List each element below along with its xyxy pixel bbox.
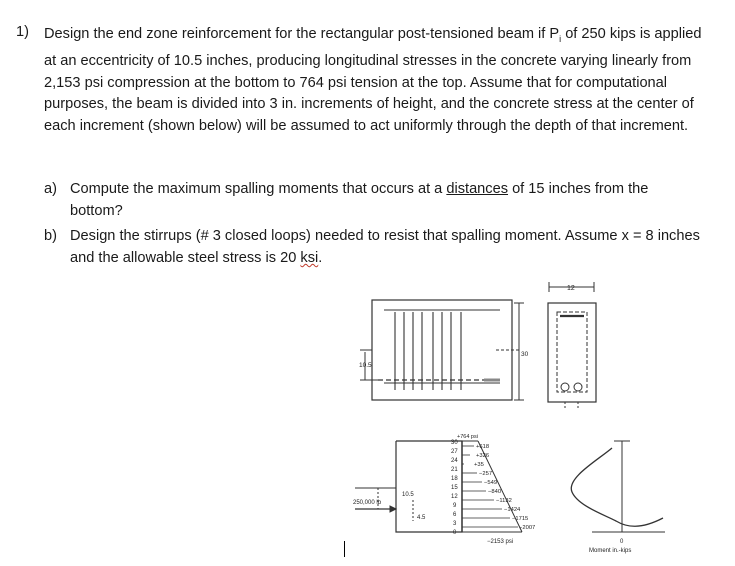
- beam-elevation: [360, 300, 524, 400]
- height-labels: [451, 440, 458, 536]
- height-label: 0: [453, 530, 457, 536]
- part-b-text-end: .: [318, 249, 323, 266]
- height-label: 18: [451, 476, 458, 482]
- height-label: 3: [453, 521, 457, 527]
- part-b-text-start: Design the stirrups (# 3 closed loops) needed to resist that spalling moment. Assume x = 8 inches and the allowable steel stress is 20: [70, 228, 700, 266]
- part-a-text-end: of 15 inches from the bottom?: [70, 181, 649, 219]
- height-label: 6: [453, 512, 457, 518]
- problem-subscript: i: [559, 33, 562, 44]
- small-dimension-label: 4.5: [417, 515, 426, 521]
- stress-label: +618: [476, 444, 490, 450]
- problem-number: 1): [16, 24, 29, 40]
- stress-label: −257: [479, 471, 493, 477]
- stress-label: +35: [474, 462, 484, 468]
- eccentricity-label: 10.5: [402, 492, 414, 498]
- height-label: 12: [451, 494, 458, 500]
- force-label: 250,000 lb: [353, 500, 382, 506]
- part-a-text-start: Compute the maximum spalling moments that occurs at a: [70, 181, 447, 197]
- part-b-label: b): [44, 228, 57, 244]
- stress-label: −840: [488, 489, 502, 495]
- part-a-underlined-word: distances: [446, 181, 509, 197]
- height-label: 21: [451, 467, 458, 473]
- height-label: 15: [451, 485, 458, 491]
- problem-text-start: Design the end zone reinforcement for the rectangular post-tensioned beam if P: [44, 26, 560, 42]
- beam-cross-section: [548, 282, 596, 408]
- stress-label: −549: [484, 480, 498, 486]
- height-label: 30: [451, 440, 458, 446]
- top-stress-label: +764 psi: [457, 434, 478, 440]
- elevation-depth-label: 30: [521, 351, 529, 358]
- stress-bars: [462, 446, 518, 527]
- stirrups-elevation: [395, 312, 461, 390]
- moment-axis-label: Moment in.-kips: [589, 548, 632, 554]
- moment-diagram: [571, 441, 665, 532]
- stress-label: −1715: [512, 516, 529, 522]
- height-label: 27: [451, 449, 458, 455]
- stress-label: −1132: [496, 498, 512, 504]
- stress-label: +326: [476, 453, 490, 459]
- moment-zero-label: 0: [620, 539, 624, 545]
- section-width-label: 12: [567, 285, 575, 292]
- problem-text-rest: of 250 kips is applied at an eccentricity of 10.5 inches, producing longitudinal stresses in the concrete varying linearly from 2,153 psi compression at the bottom to 764 psi tension at the top. Assume that for computational purposes, the beam is divided into 3 in. increments of height, and the concrete stress at the center of each increment (shown below) will be assumed to act uniformly through the depth of that increment.: [44, 26, 702, 135]
- stress-diagram: [355, 441, 522, 532]
- text-cursor: [344, 541, 345, 557]
- height-label: 9: [453, 503, 457, 509]
- stress-label: −2007: [519, 525, 536, 531]
- elevation-eccentricity-label: 10.5: [359, 362, 372, 369]
- part-a-label: a): [44, 181, 57, 197]
- stress-label: −1424: [504, 507, 521, 513]
- part-b-spellcheck-word: ksi: [300, 249, 319, 266]
- bottom-stress-label: −2153 psi: [487, 539, 514, 545]
- height-label: 24: [451, 458, 458, 464]
